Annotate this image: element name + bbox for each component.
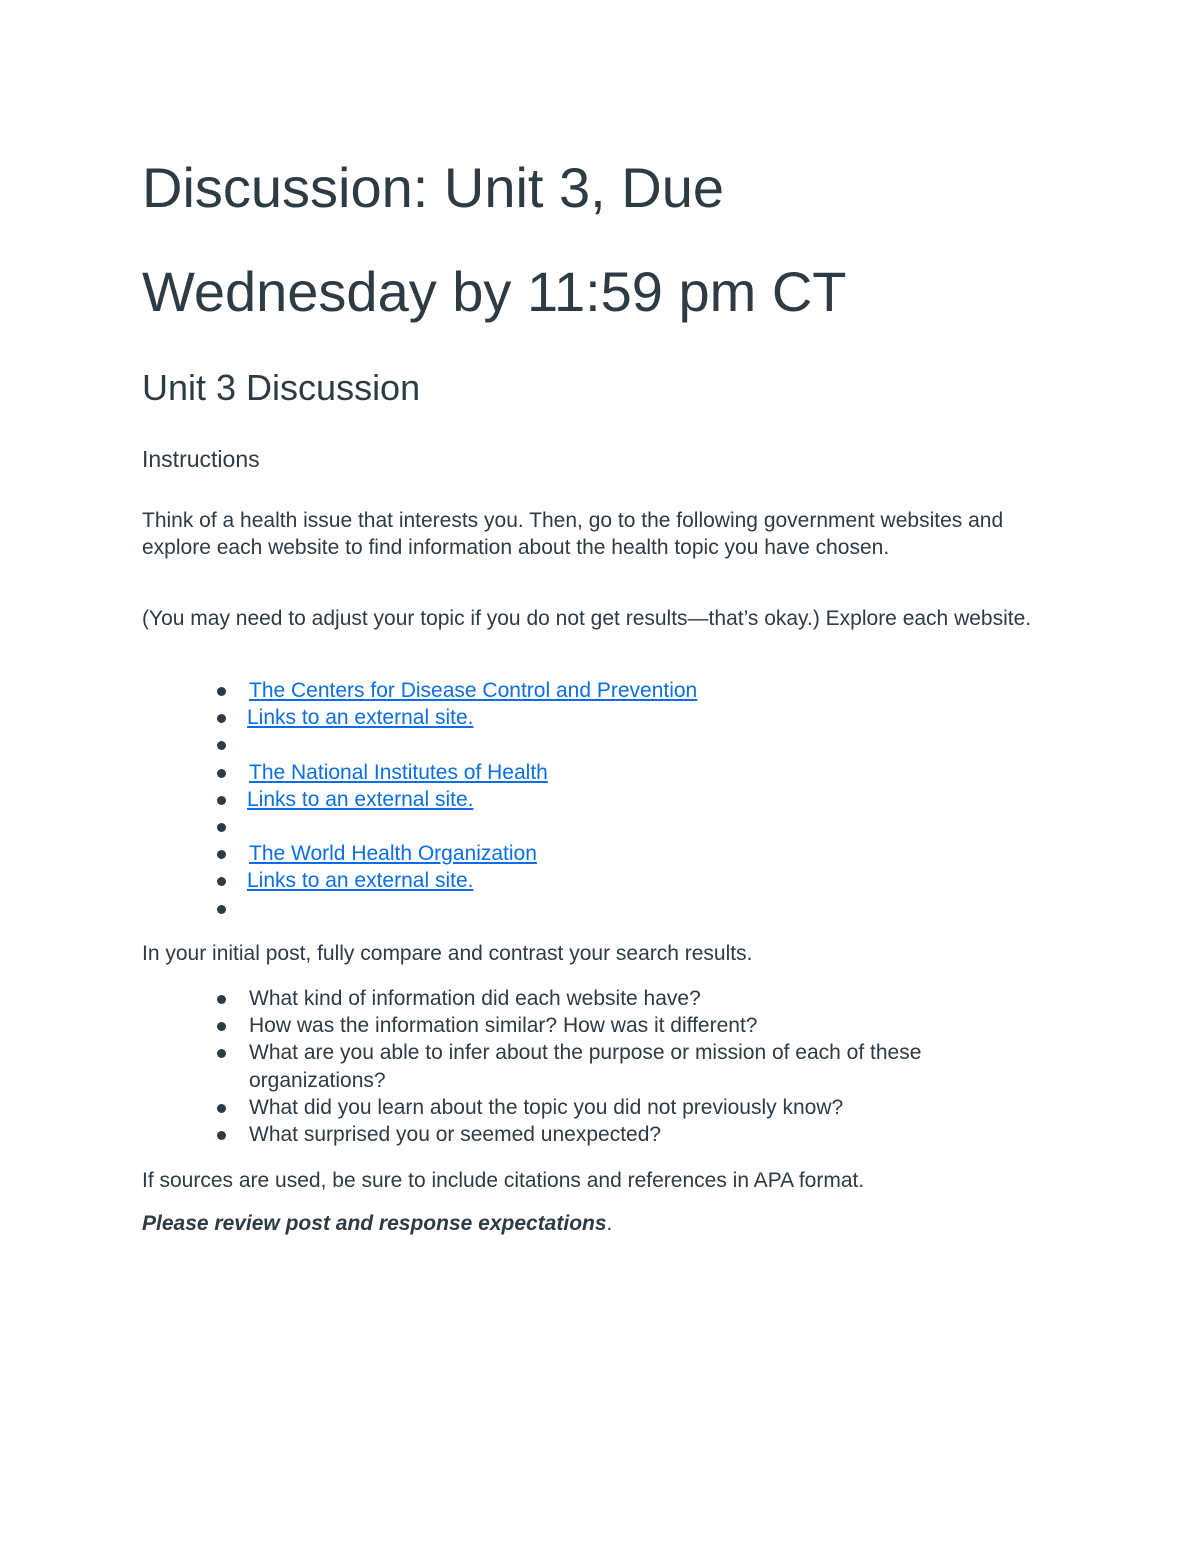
list-item	[142, 1121, 1039, 1148]
bullet-icon	[217, 687, 226, 696]
page-title-line-1: Discussion: Unit 3, Due	[142, 156, 725, 219]
bullet-icon	[217, 1104, 226, 1113]
question-text: What surprised you or seemed unexpected?	[249, 1123, 662, 1147]
list-item-empty	[142, 731, 697, 758]
review-expectations-paragraph	[142, 1210, 1062, 1237]
link-cdc[interactable]: The Centers for Disease Control and Prevention	[249, 679, 698, 702]
link-who[interactable]: The World Health Organization	[249, 842, 537, 866]
bullet-icon	[217, 1049, 226, 1058]
question-text: How was the information similar? How was it different?	[249, 1014, 758, 1038]
review-period: .	[606, 1212, 613, 1235]
list-item	[142, 985, 1039, 1012]
bullet-icon	[217, 995, 226, 1004]
list-item	[142, 840, 697, 867]
list-item	[142, 1039, 1039, 1093]
external-site-link-cdc[interactable]: Links to an external site.	[247, 706, 474, 730]
intro-paragraph: Think of a health issue that interests you. Then, go to the following government websites and explore each website to find information about the health topic you have chosen.	[142, 509, 1004, 559]
adjust-topic-paragraph: (You may need to adjust your topic if you do not get results—that’s okay.) Explore each website.	[142, 607, 1032, 630]
list-item	[142, 867, 697, 894]
bullet-icon	[217, 714, 226, 723]
question-text: What are you able to infer about the purpose or mission of each of these organizations?	[249, 1041, 922, 1092]
list-item	[142, 759, 697, 786]
bullet-icon	[217, 769, 226, 778]
bullet-icon	[217, 796, 226, 805]
bullet-icon	[217, 741, 226, 750]
list-item	[142, 1012, 1039, 1039]
page-title-line-2: Wednesday by 11:59 pm CT	[142, 260, 847, 323]
bullet-icon	[217, 905, 226, 914]
question-text: What kind of information did each website have?	[249, 987, 701, 1010]
review-expectations-text: Please review post and response expectations	[142, 1212, 607, 1235]
bullet-icon	[217, 850, 226, 859]
bullet-icon	[217, 1022, 226, 1031]
list-item	[142, 704, 697, 731]
list-item-empty	[142, 895, 697, 922]
website-links-list	[142, 677, 697, 922]
link-nih[interactable]: The National Institutes of Health	[249, 760, 548, 784]
questions-list	[142, 985, 1039, 1148]
list-item	[142, 1094, 1039, 1121]
instructions-heading: Instructions	[142, 446, 260, 472]
external-site-link-nih[interactable]: Links to an external site.	[247, 787, 474, 811]
discussion-subtitle: Unit 3 Discussion	[142, 367, 421, 408]
initial-post-paragraph: In your initial post, fully compare and contrast your search results.	[142, 942, 753, 965]
bullet-icon	[217, 1131, 226, 1140]
external-site-link-who[interactable]: Links to an external site.	[247, 869, 474, 893]
bullet-icon	[217, 877, 226, 886]
bullet-icon	[217, 823, 226, 832]
question-text: What did you learn about the topic you did not previously know?	[249, 1095, 844, 1119]
list-item	[142, 677, 697, 704]
list-item-empty	[142, 813, 697, 840]
apa-sources-paragraph: If sources are used, be sure to include citations and references in APA format.	[142, 1169, 865, 1192]
list-item	[142, 786, 697, 813]
